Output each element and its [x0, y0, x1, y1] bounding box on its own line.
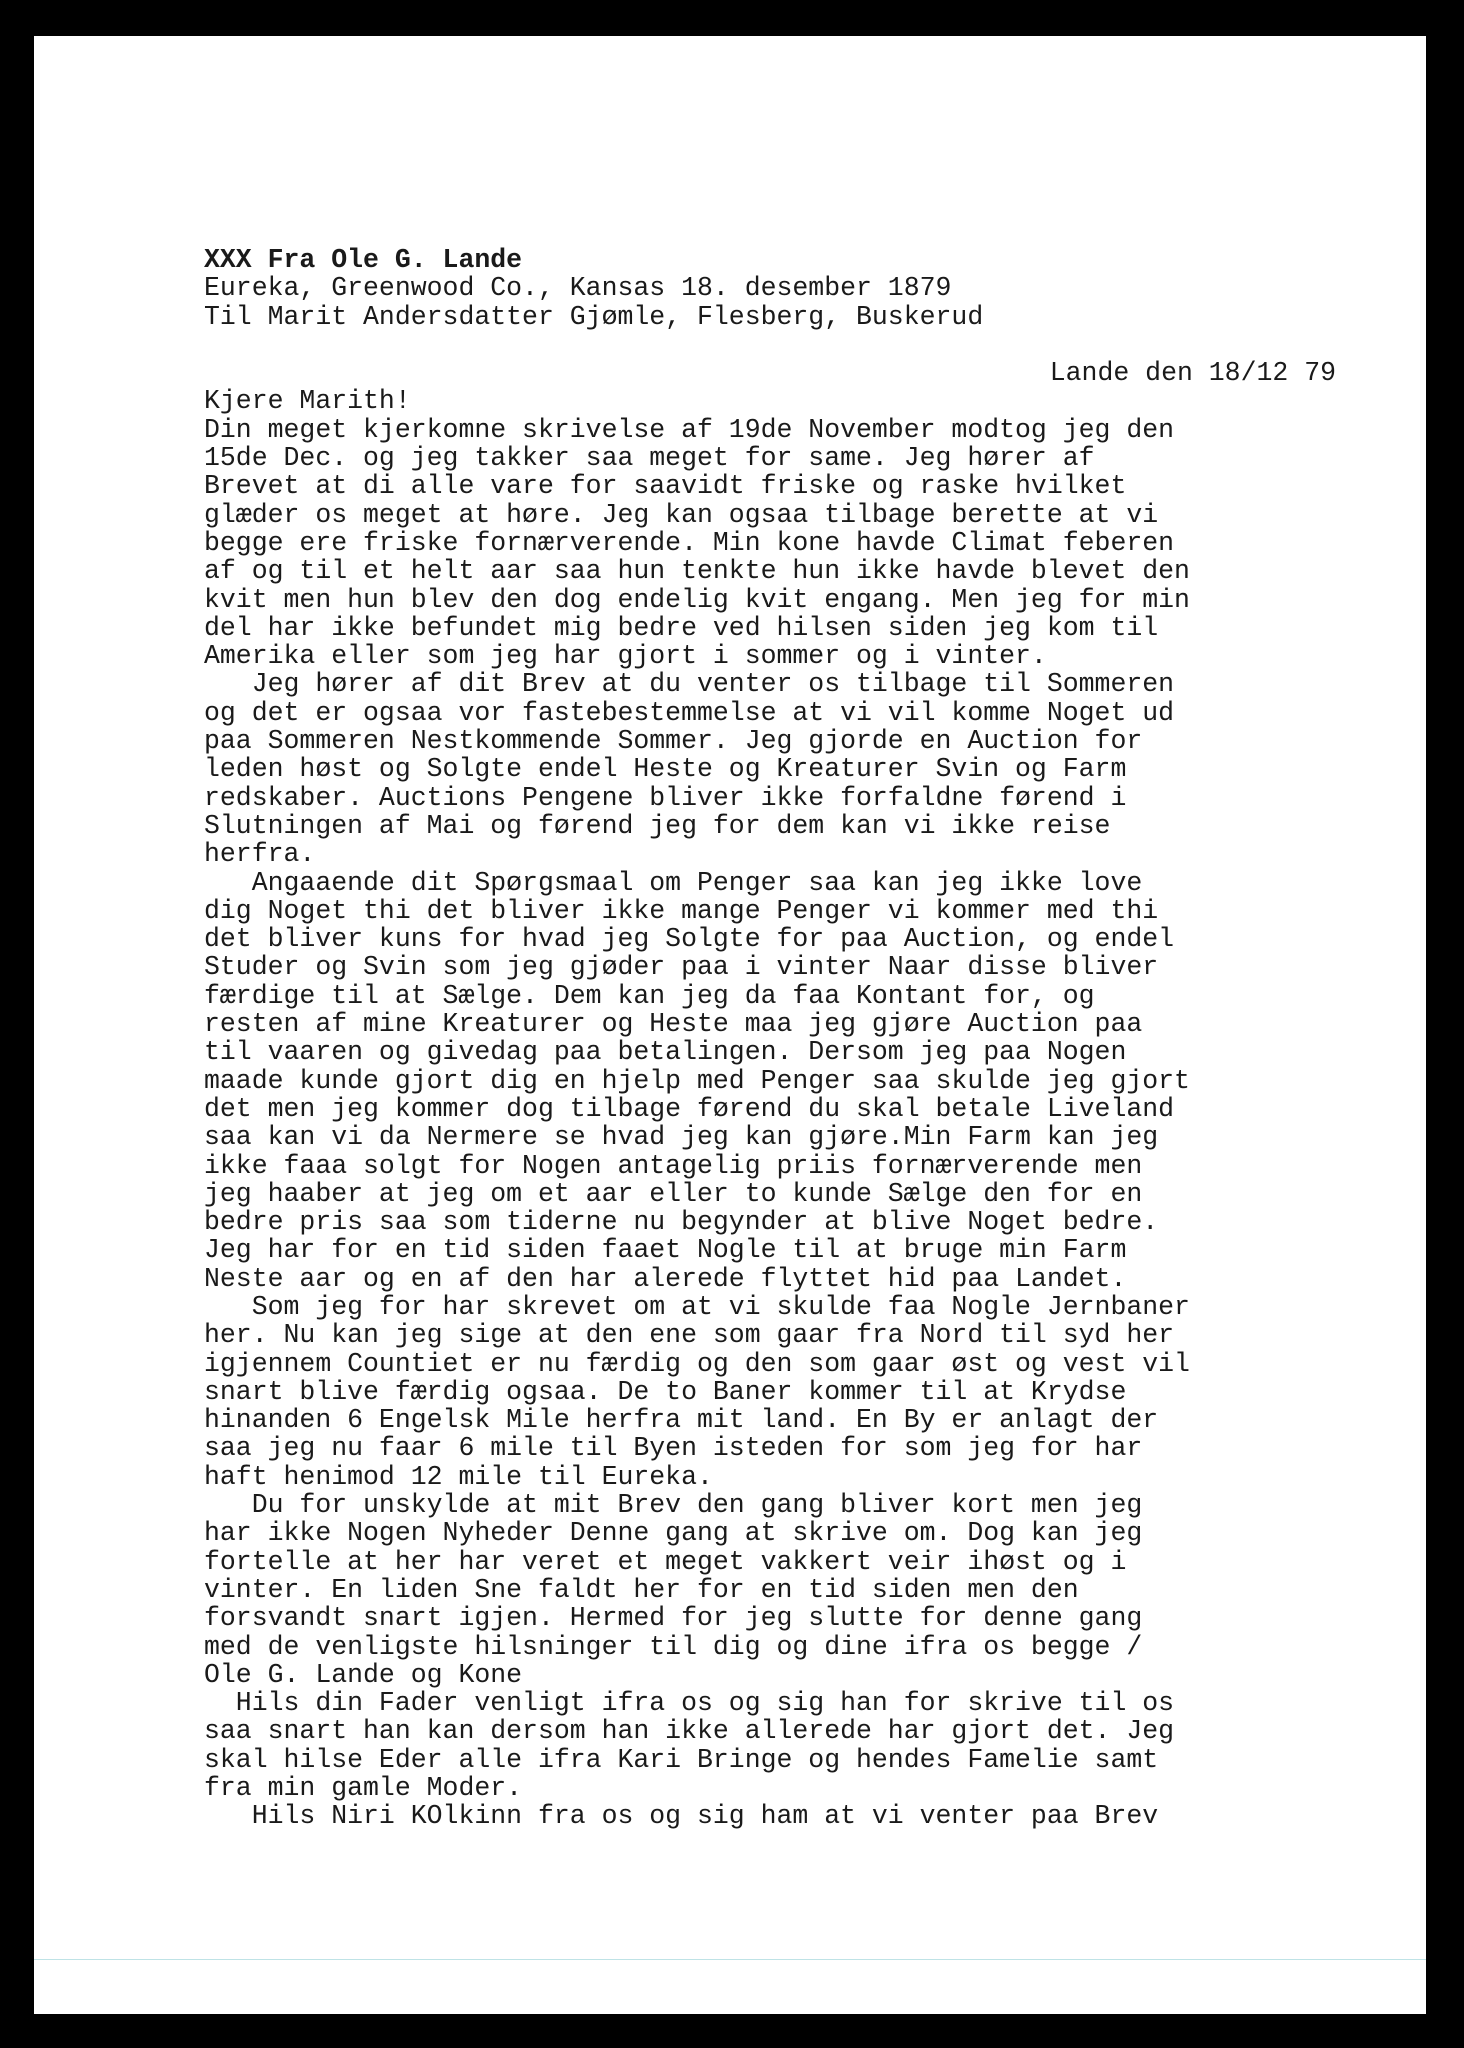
body-line: Neste aar og en af den har alerede flyttet hid paa Landet.: [204, 1263, 1127, 1294]
letter-recipient: Til Marit Andersdatter Gjømle, Flesberg, Buskerud: [204, 301, 984, 332]
body-line: ikke faaa solgt for Nogen antagelig priis fornærverende men: [204, 1150, 1143, 1181]
body-line: saa jeg nu faar 6 mile til Byen isteden for som jeg for har: [204, 1433, 1143, 1464]
body-line: Amerika eller som jeg har gjort i sommer og i vinter.: [204, 641, 1047, 672]
body-line: her. Nu kan jeg sige at den ene som gaar fra Nord til syd her: [204, 1320, 1175, 1351]
body-line: saa snart han kan dersom han ikke allerede har gjort det. Jeg: [204, 1716, 1175, 1747]
body-line: snart blive færdig ogsaa. De to Baner kommer til at Krydse: [204, 1376, 1127, 1407]
body-line: Du for unskylde at mit Brev den gang bliver kort men jeg: [204, 1490, 1143, 1521]
body-line: fra min gamle Moder.: [204, 1773, 523, 1804]
body-line: begge ere friske fornærverende. Min kone havde Climat feberen: [204, 527, 1175, 558]
letter-title: XXX Fra Ole G. Lande: [204, 245, 523, 275]
body-line: vinter. En liden Sne faldt her for en tid siden men den: [204, 1574, 1079, 1605]
letter-body: [204, 416, 1304, 1831]
body-line: har ikke Nogen Nyheder Denne gang at skrive om. Dog kan jeg: [204, 1518, 1143, 1549]
body-line: færdige til at Sælge. Dem kan jeg da faa Kontant for, og: [204, 980, 1095, 1011]
body-line: bedre pris saa som tiderne nu begynder at blive Noget bedre.: [204, 1207, 1159, 1238]
body-line: og det er ogsaa vor fastebestemmelse at vi vil komme Noget ud: [204, 697, 1175, 728]
body-line: hinanden 6 Engelsk Mile herfra mit land. En By er anlagt der: [204, 1405, 1159, 1436]
letter-salutation: Kjere Marith!: [204, 386, 411, 417]
body-line: maade kunde gjort dig en hjelp med Penger saa skulde jeg gjort: [204, 1065, 1190, 1096]
body-line: saa kan vi da Nermere se hvad jeg kan gjøre.Min Farm kan jeg: [204, 1122, 1159, 1153]
body-line: Brevet at di alle vare for saavidt friske og raske hvilket: [204, 471, 1127, 502]
body-line: resten af mine Kreaturer og Heste maa jeg gjøre Auction paa: [204, 1009, 1143, 1040]
body-line: Jeg hører af dit Brev at du venter os tilbage til Sommeren: [204, 669, 1175, 700]
body-line: kvit men hun blev den dog endelig kvit engang. Men jeg for min: [204, 584, 1190, 615]
body-line: glæder os meget at høre. Jeg kan ogsaa tilbage berette at vi: [204, 499, 1159, 530]
body-line: forsvandt snart igjen. Hermed for jeg slutte for denne gang: [204, 1603, 1143, 1634]
body-line: leden høst og Solgte endel Heste og Kreaturer Svin og Farm: [204, 754, 1127, 785]
body-line: herfra.: [204, 839, 316, 870]
body-line: dig Noget thi det bliver ikke mange Penger vi kommer med thi: [204, 895, 1159, 926]
body-line: Ole G. Lande og Kone: [204, 1659, 523, 1690]
body-line: med de venligste hilsninger til dig og dine ifra os begge /: [204, 1631, 1143, 1662]
letter-place-date: Eureka, Greenwood Co., Kansas 18. desember 1879: [204, 273, 952, 304]
body-line: del har ikke befundet mig bedre ved hilsen siden jeg kom til: [204, 612, 1159, 643]
body-line: Hils Niri KOlkinn fra os og sig ham at vi venter paa Brev: [204, 1801, 1159, 1832]
letter-dateline: Lande den 18/12 79: [1049, 358, 1336, 389]
body-line: jeg haaber at jeg om et aar eller to kunde Sælge den for en: [204, 1178, 1143, 1209]
page-bottom-rule: [34, 1959, 1426, 1960]
body-line: skal hilse Eder alle ifra Kari Bringe og hendes Famelie samt: [204, 1744, 1159, 1775]
body-line: af og til et helt aar saa hun tenkte hun ikke havde blevet den: [204, 556, 1190, 587]
body-line: haft henimod 12 mile til Eureka.: [204, 1461, 713, 1492]
body-line: Jeg har for en tid siden faaet Nogle til at bruge min Farm: [204, 1235, 1127, 1266]
body-line: 15de Dec. og jeg takker saa meget for same. Jeg hører af: [204, 443, 1095, 474]
body-line: det bliver kuns for hvad jeg Solgte for paa Auction, og endel: [204, 924, 1175, 955]
body-line: Som jeg for har skrevet om at vi skulde faa Nogle Jernbaner: [204, 1291, 1190, 1322]
letter-text: [204, 245, 1336, 1832]
body-line: redskaber. Auctions Pengene bliver ikke forfaldne førend i: [204, 782, 1127, 813]
document-page: [34, 36, 1426, 2014]
body-line: paa Sommeren Nestkommende Sommer. Jeg gjorde en Auction for: [204, 726, 1143, 757]
body-line: igjennem Countiet er nu færdig og den som gaar øst og vest vil: [204, 1348, 1190, 1379]
body-line: det men jeg kommer dog tilbage førend du skal betale Liveland: [204, 1093, 1175, 1124]
body-line: Din meget kjerkomne skrivelse af 19de November modtog jeg den: [204, 414, 1175, 445]
body-line: fortelle at her har veret et meget vakkert veir ihøst og i: [204, 1546, 1127, 1577]
body-line: til vaaren og givedag paa betalingen. Dersom jeg paa Nogen: [204, 1037, 1127, 1068]
body-line: Hils din Fader venligt ifra os og sig han for skrive til os: [204, 1688, 1175, 1719]
body-line: Studer og Svin som jeg gjøder paa i vinter Naar disse bliver: [204, 952, 1159, 983]
body-line: Angaaende dit Spørgsmaal om Penger saa kan jeg ikke love: [204, 867, 1143, 898]
body-line: Slutningen af Mai og førend jeg for dem kan vi ikke reise: [204, 810, 1111, 841]
